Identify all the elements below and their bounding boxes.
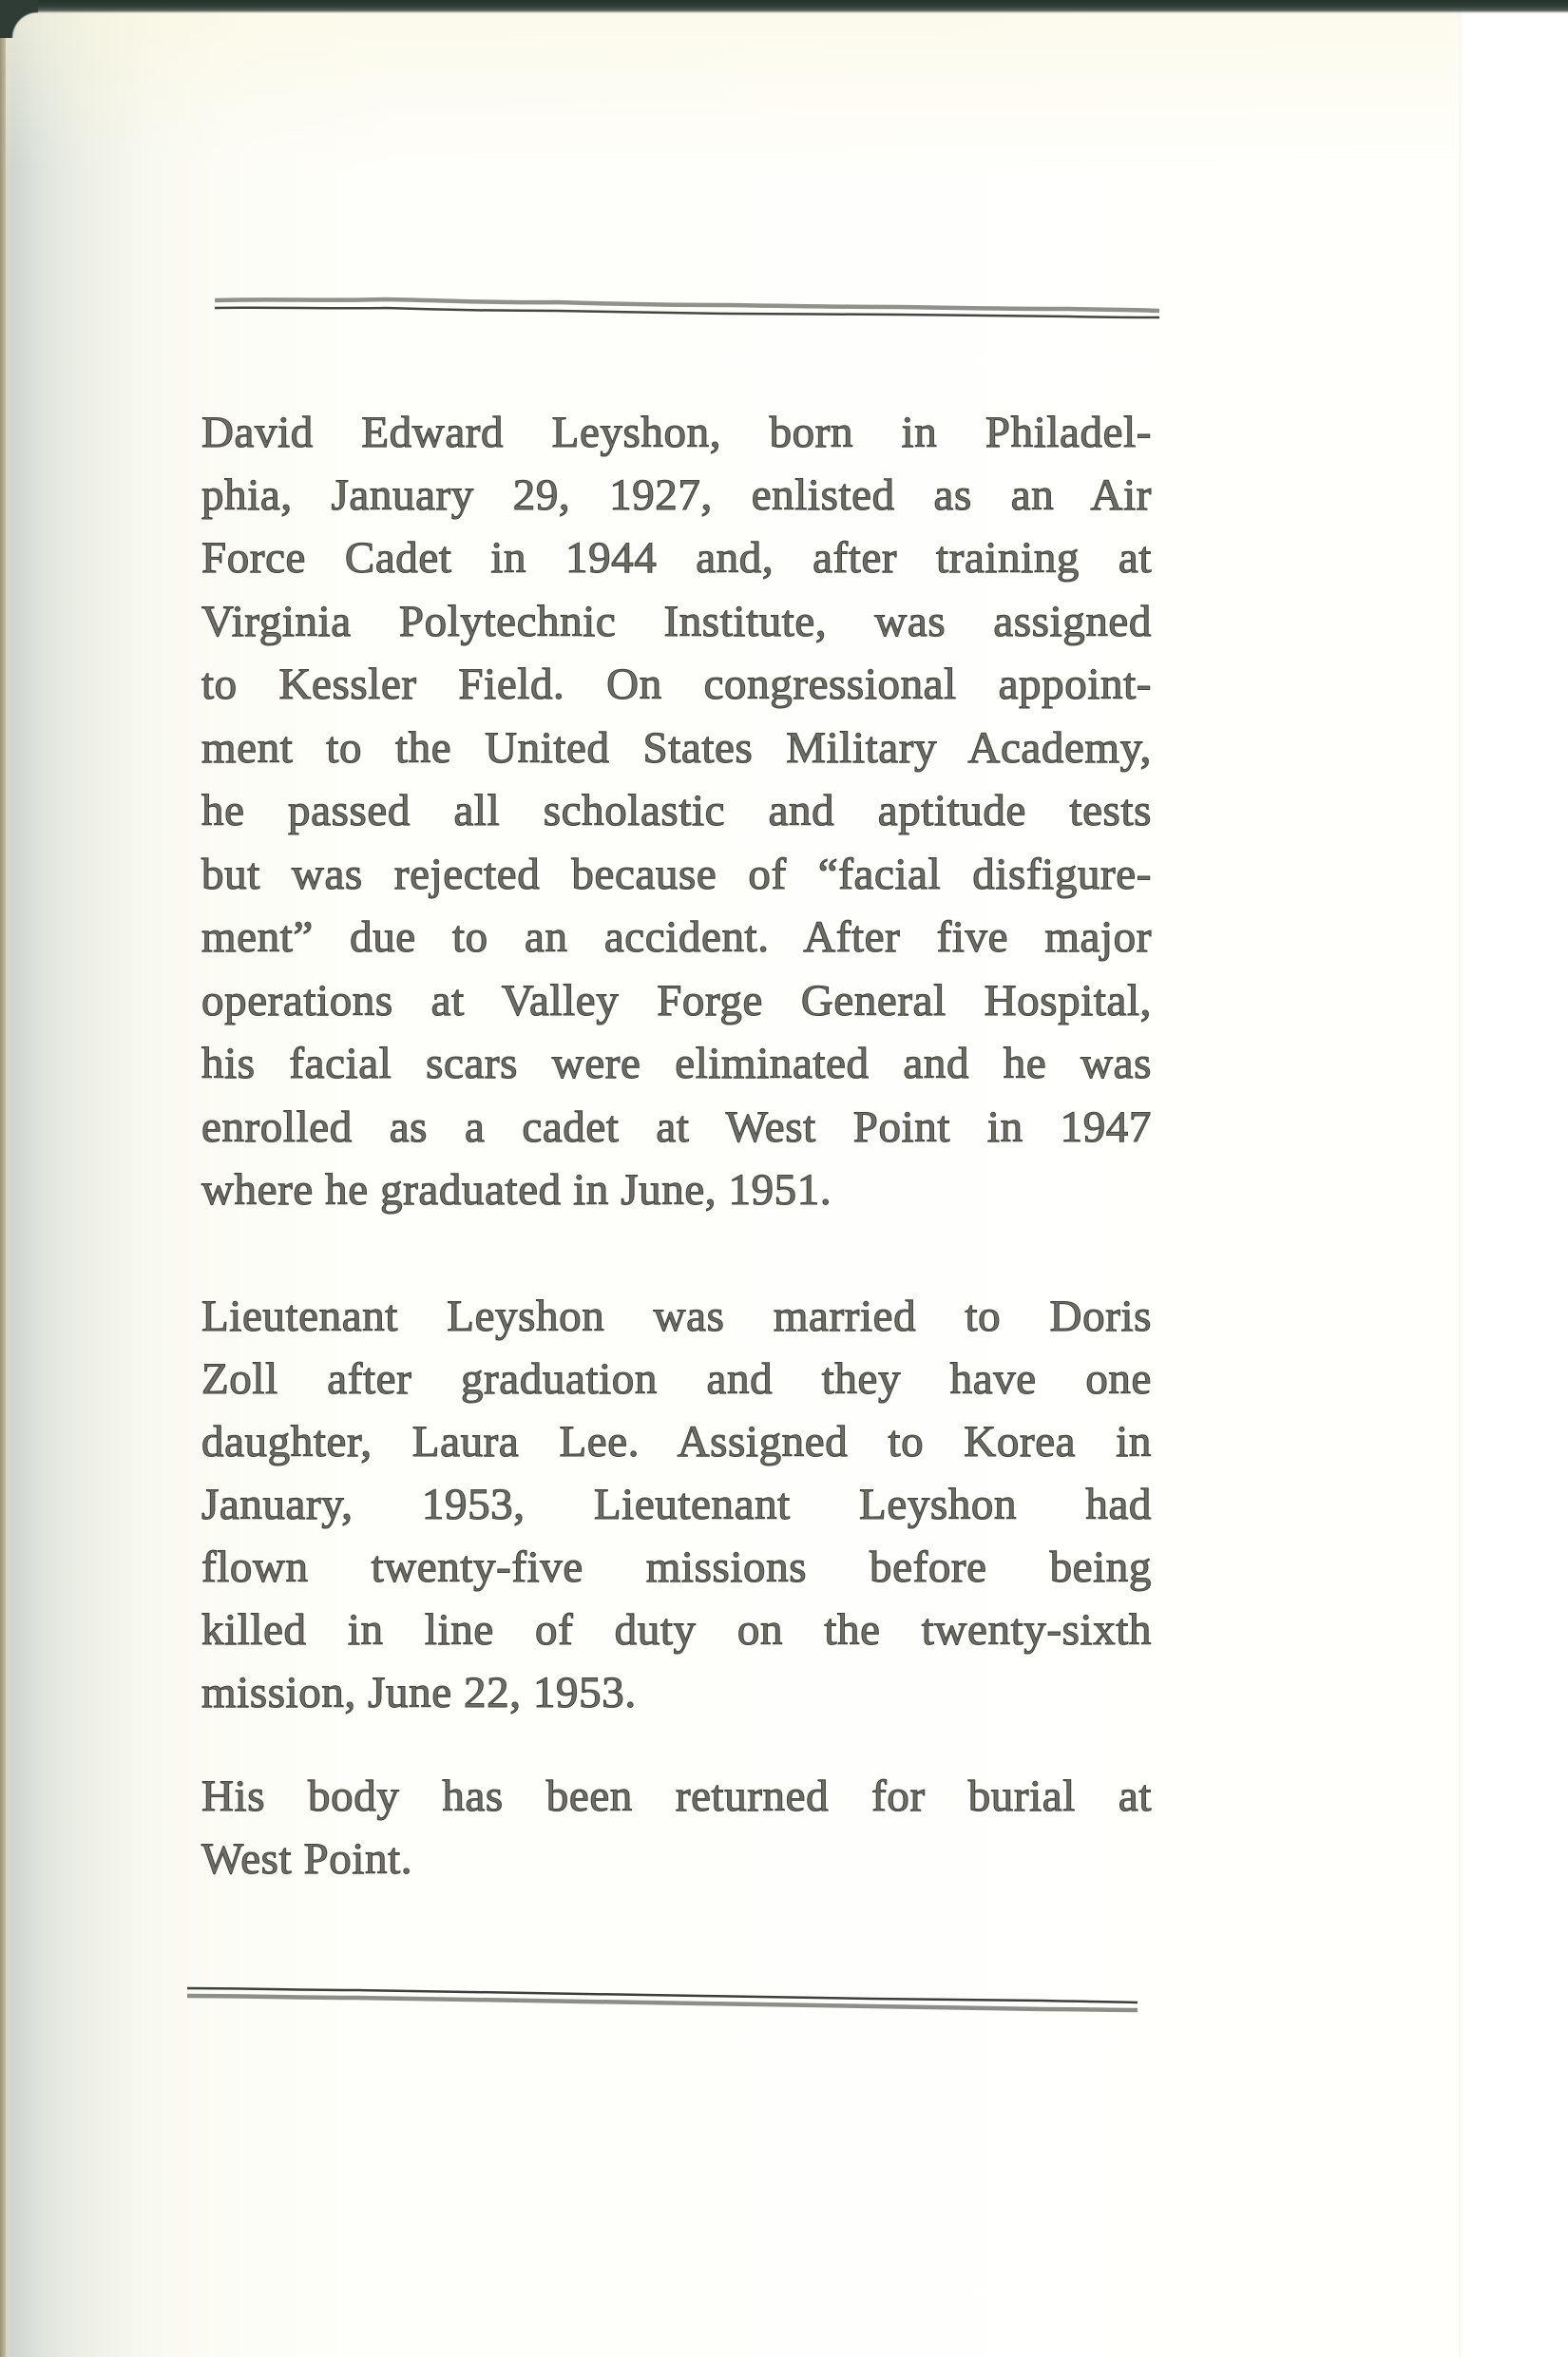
book-cover-edge-top — [0, 0, 1568, 13]
text-line: he passed all scholastic and aptitude tests — [201, 786, 1152, 835]
text-line: operations at Valley Forge General Hospital, — [201, 976, 1152, 1025]
text-line: Virginia Polytechnic Institute, was assigned — [201, 597, 1152, 646]
text-line: Zoll after graduation and they have one — [201, 1354, 1152, 1404]
text-line: ment” due to an accident. After five major — [201, 912, 1152, 962]
text-line: Force Cadet in 1944 and, after training at — [201, 533, 1152, 583]
text-line: David Edward Leyshon, born in Philadel- — [201, 408, 1152, 457]
text-line: ment to the United States Military Academy, — [201, 723, 1152, 773]
page-corner — [0, 0, 38, 38]
text-line: but was rejected because of “facial disfigure- — [201, 850, 1152, 899]
text-line: enrolled as a cadet at West Point in 1947 — [201, 1102, 1152, 1152]
binding-edge — [0, 29, 6, 2357]
text-line: to Kessler Field. On congressional appoint- — [201, 660, 1152, 709]
rule-bottom-thick-line — [187, 1996, 1138, 2010]
text-line: killed in line of duty on the twenty-sixth — [201, 1605, 1152, 1655]
scan-margin-right — [1459, 0, 1568, 2357]
decorative-rule-bottom — [187, 1983, 1138, 2015]
text-line: mission, June 22, 1953. — [201, 1668, 637, 1717]
text-line: His body has been returned for burial at — [201, 1772, 1152, 1821]
text-line: where he graduated in June, 1951. — [201, 1165, 832, 1215]
text-line: January, 1953, Lieutenant Leyshon had — [201, 1480, 1152, 1529]
decorative-rule-top — [215, 295, 1159, 323]
text-line: West Point. — [201, 1834, 413, 1884]
text-line: phia, January 29, 1927, enlisted as an Air — [201, 470, 1152, 520]
text-line: flown twenty-five missions before being — [201, 1543, 1152, 1592]
rule-bottom-thin-line — [187, 1988, 1138, 2002]
text-line: daughter, Laura Lee. Assigned to Korea in — [201, 1417, 1152, 1466]
text-line: his facial scars were eliminated and he was — [201, 1039, 1152, 1088]
text-line: Lieutenant Leyshon was married to Doris — [201, 1292, 1152, 1341]
page-top-shade — [0, 0, 1459, 171]
